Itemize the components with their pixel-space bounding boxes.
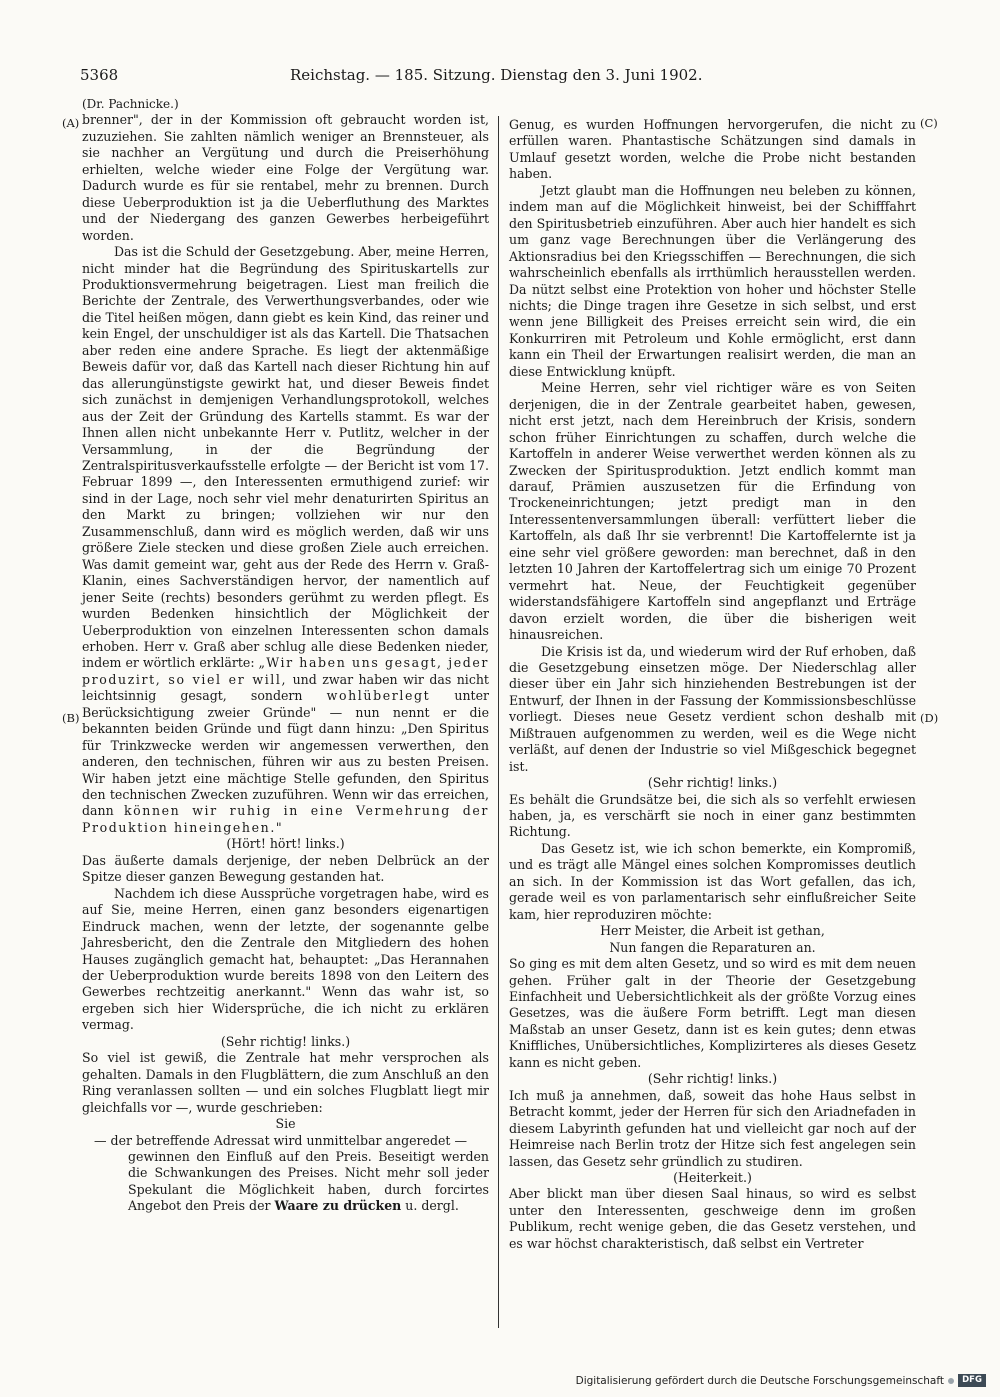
digitization-footer	[576, 1374, 986, 1387]
separator-dot-icon	[948, 1378, 954, 1384]
page-number: 5368	[80, 66, 119, 84]
interjection: (Sehr richtig! links.)	[647, 1071, 778, 1087]
paragraph-text: Das ist die Schuld der Gesetzgebung. Aber, meine Herren, nicht minder hat die Begründung des Spirituskartells zur Produktionsvermehrung beigetragen. Liest man freilich die Berichte der Zentrale, des Verwerthungsverbandes, oder wie die Titel heißen mögen, dann giebt es kein Kind, das reiner und kein Engel, der unschuldiger ist als das Kartell. Die Thatsachen aber reden eine andere Sprache. Es liegt der aktenmäßige Beweis dafür vor, daß das Kartell nach dieser Richtung hin auf das allerungünstigste gewirkt hat, und dieser Beweis findet sich zunächst in demjenigen Verhandlungsprotokoll, welches aus der Zeit der Gründung des Kartells stammt. Es war der Ihnen allen nicht unbekannte Herr v. Putlitz, welcher in der Versammlung, in der die Begründung der Zentralspiritusverkaufsstelle erfolgte — der Bericht ist vom 17. Februar 1899 —, den Interessenten ermuthigend zurief: wir sind in der Lage, noch sehr viel mehr denaturirten Spiritus an den Markt zu bringen; vollziehen wir nur den Zusammenschluß, dann wird es möglich werden, daß wir uns größere Ziele stecken und diese großen Ziele auch erreichen. Was damit gemeint war, geht aus der Rede des Herrn v. Graß-Klanin, eines Sachverständigen hervor, der namentlich auf jener Seite (rechts) besonders gerühmt zu werden pflegt. Es wurden Bedenken hinsichtlich der Möglichkeit der Ueberproduktion von einzelnen Interessenten schon damals erhoben. Herr v. Graß aber schlug alle diese Bedenken nieder, indem er wörtlich erklärte:	[82, 244, 489, 671]
quote-end: "	[275, 819, 282, 835]
verse-line: Nun fangen die Reparaturen an.	[609, 939, 816, 955]
paragraph: Aber blickt man über diesen Saal hinaus, so wird es selbst unter den Interessenten, geschweige denn im großen Publikum, recht wenige geben, die das Gesetz verstehen, und es war höchst charakteristisch, daß selbst ein Vertreter	[509, 1186, 916, 1251]
speaker-name: (Dr. Pachnicke.)	[82, 97, 179, 111]
paragraph-text: und zwar haben wir das nicht leichtsinnig gesagt, sondern	[82, 671, 489, 704]
bold-text: Waare zu drücken	[274, 1198, 402, 1214]
paragraph	[82, 244, 489, 836]
paragraph: Nachdem ich diese Aussprüche vorgetragen habe, wird es auf Sie, meine Herren, einen ganz besonders eigenartigen Eindruck machen, wenn der letzte, der sogenannte gelbe Jahresbericht, den die Zentrale den Mitgliedern des hohen Hauses zugänglich gemacht hat, behauptet: „Das Herannahen der Ueberproduktion wurde bereits 1898 von den Leitern des Gewerbes rechtzeitig anerkannt." Wenn das wahr ist, so ergeben sich hier Widersprüche, die ich nicht zu erklären vermag.	[82, 885, 489, 1033]
paragraph: Meine Herren, sehr viel richtiger wäre es von Seiten derjenigen, die in der Zentrale gearbeitet haben, gewesen, nicht erst jetzt, nach dem Hereinbruch der Krisis, sondern schon früher Einrichtungen zu schaffen, durch welche die Kartoffeln in anderer Weise verwerthet werden können als zu Zwecken der Spiritusproduktion. Jetzt endlich kommt man darauf, Prämien auszusetzen für die Erfindung von Trockeneinrichtungen; jetzt predigt man in den Interessentenversammlungen überall: verfüttert lieber die Kartoffeln, als daß Ihr sie verbrennt! Die Kartoffelernte ist ja eine sehr viel größere geworden: man berechnet, daß in den letzten 10 Jahren der Kartoffelertrag sich um einige 70 Prozent vermehrt hat. Neue, der Feuchtigkeit gegenüber widerstandsfähigere Kartoffeln sind angepflanzt und Erträge davon erzielt worden, die über die bisherigen weit hinausreichen.	[509, 380, 916, 643]
quoted-text: u. dergl.	[405, 1198, 459, 1214]
paragraph: brenner", der in der Kommission oft gebraucht worden ist, zuzuziehen. Sie zahlten nämlich weniger an Brennsteuer, als sie nachher an Vergütung und durch die Preiserhöhung erhielten, welche wieder eine Folge der Vergütung war. Dadurch wurde es für sie rentabel, mehr zu brennen. Durch diese Ueberproduktion ist ja die Ueberfluthung des Marktes und der Niedergang des ganzen Gewerbes herbeigeführt worden.	[82, 112, 489, 243]
paragraph: So viel ist gewiß, die Zentrale hat mehr versprochen als gehalten. Damals in den Flugblättern, die zum Anschluß an den Ring veranlassen sollten — und ein solches Flugblatt liegt mir gleichfalls vor —, wurde geschrieben:	[82, 1050, 489, 1115]
running-title: Reichstag. — 185. Sitzung. Dienstag den 3. Juni 1902.	[290, 66, 703, 84]
paragraph: Genug, es wurden Hoffnungen hervorgerufen, die nicht zu erfüllen waren. Phantastische Schätzungen sind damals in Umlauf gesetzt worden, welche die Probe nicht bestanden haben.	[509, 117, 916, 182]
dfg-logo: DFG	[958, 1374, 986, 1387]
quoted-word: Sie	[275, 1116, 296, 1132]
footer-text: Digitalisierung gefördert durch die Deutsche Forschungsgemeinschaft	[575, 1374, 944, 1387]
emphasis-text: können wir ruhig in eine Vermehrung der Produktion hineingehen.	[82, 803, 489, 835]
quoted-passage	[82, 1149, 489, 1215]
paragraph: Das äußerte damals derjenige, der neben Delbrück an der Spitze dieser ganzen Bewegung gestanden hat.	[82, 852, 489, 885]
column-divider	[498, 116, 499, 1328]
paragraph: Es behält die Grundsätze bei, die sich als so verfehlt erwiesen haben, ja, es verschärft sie noch in einer ganz bestimmten Richtung.	[509, 791, 916, 840]
paragraph: Die Krisis ist da, und wiederum wird der Ruf erhoben, daß die Gesetzgebung einsetzen möge. Der Niederschlag aller dieser über ein Jahr sich hinziehenden Bestrebungen ist der Entwurf, der Ihnen in der Fassung der Kommissionsbeschlüsse vorliegt. Dieses neue Gesetz verdient schon deshalb mit Mißtrauen aufgenommen zu werden, weil es die Wege nicht verläßt, auf denen der Industrie so viel Mißgeschick begegnet ist.	[509, 643, 916, 774]
paragraph-text: unter Berücksichtigung zweier Gründe" — nun nennt er die bekannten beiden Gründe und fügt dann hinzu: „Den Spiritus für Trinkzwecke werden wir angemessen verwerthen, den anderen, den technischen, führen wir aus zu besten Preisen. Wir haben jetzt eine mächtige Stelle gefunden, den Spiritus den technischen Zwecken zuzuführen. Wenn wir das erreichen, dann	[82, 688, 489, 819]
paragraph: So ging es mit dem alten Gesetz, und so wird es mit dem neuen gehen. Früher galt in der Theorie der Gesetzgebung Einfachheit und Uebersichtlichkeit als der größte Vorzug eines Gesetzes, was die äußere Form betrifft. Legt man diesen Maßstab an unser Gesetz, dann ist es kein gutes; denn etwas Kniffliches, Unübersichtliches, Komplizirteres als dieses Gesetz kann es nicht geben.	[509, 956, 916, 1070]
interjection: (Heiterkeit.)	[673, 1170, 752, 1185]
page-header	[80, 66, 906, 90]
paragraph: Das Gesetz ist, wie ich schon bemerkte, ein Kompromiß, und es trägt alle Mängel eines solchen Kompromisses deutlich an sich. In der Kommission ist das Wort gefallen, das ich, gerade weil es von parlamentarisch sehr einflußreicher Seite kam, hier reproduziren möchte:	[509, 840, 916, 922]
margin-marker-c: (C)	[920, 116, 938, 130]
interjection: (Sehr richtig! links.)	[647, 775, 778, 791]
interjection: (Sehr richtig! links.)	[220, 1033, 351, 1049]
paragraph: Jetzt glaubt man die Hoffnungen neu beleben zu können, indem man auf die Möglichkeit hinweist, bei der Schifffahrt den Spiritusbetrieb einzuführen. Aber auch hier handelt es sich um ganz vage Berechnungen über die Verlängerung des Aktionsradius bei den Kriegsschiffen — Berechnungen, die sich wahrscheinlich ebenfalls als irrthümlich herausstellen werden. Da nützt selbst eine Protektion von hoher und höchster Stelle nichts; die Dinge tragen ihre Gesetze in sich selbst, und erst wenn jene Billigkeit des Preises erreicht sein wird, die ein Konkurriren mit Petroleum und Kohle ermöglicht, erst dann kann ein Theil der Erwartungen realisirt werden, die man an diese Entwicklung knüpft.	[509, 182, 916, 379]
aside-line: — der betreffende Adressat wird unmittelbar angeredet —	[94, 1132, 468, 1148]
paragraph: Ich muß ja annehmen, daß, soweit das hohe Haus selbst in Betracht kommt, jeder der Herren für sich den Ariadnefaden in diesem Labyrinth gefunden hat und vielleicht gar noch auf der Heimreise nach Berlin trotz der Hitze sich fest angelegen sein lassen, das Gesetz sehr gründlich zu studiren.	[509, 1087, 916, 1169]
left-column	[82, 96, 489, 1215]
verse-line: Herr Meister, die Arbeit ist gethan,	[600, 923, 825, 939]
margin-marker-b: (B)	[62, 711, 80, 725]
right-column	[509, 117, 916, 1252]
quoted-text: gewinnen den Einfluß auf den Preis. Beseitigt werden die Schwankungen des Preises. Nicht mehr soll jeder Spekulant die Möglichkeit haben, durch forcirtes Angebot den Preis der	[128, 1149, 489, 1214]
emphasis-text: „Wir haben uns gesagt, jeder produzirt, so viel er will,	[82, 655, 489, 687]
emphasis-text: wohlüberlegt	[326, 688, 431, 704]
margin-marker-d: (D)	[920, 711, 939, 725]
margin-marker-a: (A)	[62, 116, 80, 130]
interjection: (Hört! hört! links.)	[226, 836, 345, 852]
